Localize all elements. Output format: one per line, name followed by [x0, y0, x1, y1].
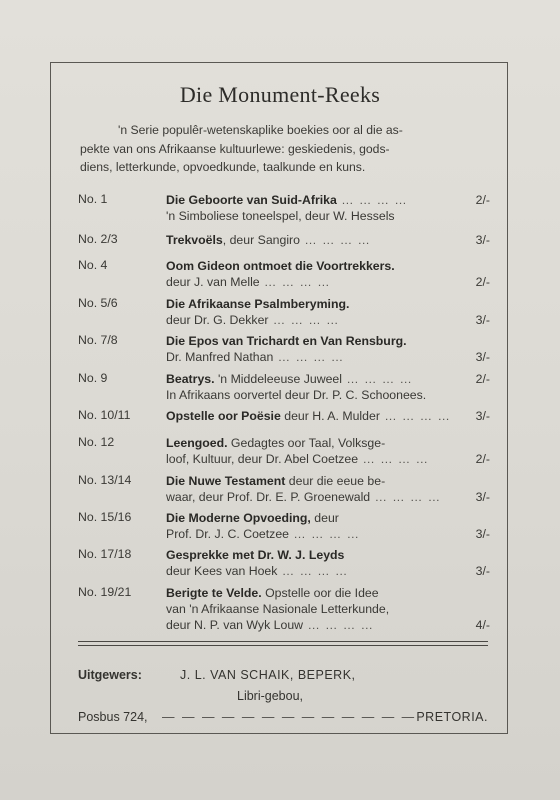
- publisher-name: J. L. VAN SCHAIK, BEPERK,: [180, 668, 356, 682]
- book-author-text: deur H. A. Mulder: [280, 409, 380, 423]
- book-author-text: waar, deur Prof. Dr. E. P. Groenewald: [166, 490, 371, 504]
- book-number: No. 1: [78, 192, 108, 206]
- book-number: No. 4: [78, 258, 108, 272]
- book-title: Trekvoëls: [166, 233, 223, 247]
- book-price: 2/-: [475, 275, 490, 289]
- book-author-text: deur die eeue be-: [285, 474, 386, 488]
- dot-leader: … … … …: [379, 409, 451, 423]
- book-author-text: In Afrikaans oorvertel deur Dr. P. C. Schoonees.: [166, 388, 427, 402]
- book-author-text: deur N. P. van Wyk Louw: [166, 618, 304, 632]
- book-description: [166, 333, 490, 365]
- book-price: 3/-: [475, 409, 490, 423]
- book-author-text: deur J. van Melle: [166, 275, 260, 289]
- dot-leader: … … … …: [300, 233, 371, 247]
- dot-leader: … … … …: [342, 372, 413, 386]
- dot-leader: … … … …: [259, 275, 331, 289]
- dot-leader: … … … …: [336, 193, 408, 207]
- book-price: 2/-: [475, 372, 490, 386]
- publisher-po-box: Posbus 724,: [78, 710, 148, 724]
- book-line: [166, 563, 490, 579]
- book-line: [166, 585, 482, 601]
- page-title: Die Monument-Reeks: [179, 82, 381, 107]
- book-title: Berigte te Velde.: [166, 586, 262, 600]
- book-number: No. 10/11: [78, 408, 131, 422]
- book-author-text: Prof. Dr. J. C. Coetzee: [166, 527, 290, 541]
- book-number: No. 5/6: [78, 296, 118, 310]
- book-line: [166, 451, 490, 467]
- book-author-text: , deur Sangiro: [222, 233, 300, 247]
- book-line: [166, 617, 490, 633]
- dot-leader: … … … …: [273, 350, 345, 364]
- book-author-text: Gedagtes oor Taal, Volksge-: [227, 436, 386, 450]
- book-number: No. 9: [78, 371, 108, 385]
- book-number: No. 17/18: [78, 547, 132, 561]
- dot-leader: … … … …: [277, 564, 349, 578]
- book-price: 3/-: [475, 564, 490, 578]
- dot-leader: … … … …: [289, 527, 360, 541]
- book-description: [166, 296, 490, 328]
- book-author-text: loof, Kultuur, deur Dr. Abel Coetzee: [166, 452, 359, 466]
- book-number: No. 2/3: [78, 232, 118, 246]
- book-line: [166, 473, 482, 489]
- book-line: [166, 296, 482, 312]
- book-title: Opstelle oor Poësie: [166, 409, 281, 423]
- book-line: [166, 547, 482, 563]
- dot-leader: … … … …: [358, 452, 429, 466]
- book-line: [166, 408, 490, 424]
- book-description: [166, 585, 490, 633]
- description-line: diens, letterkunde, opvoedkunde, taalkunde en kuns.: [80, 160, 366, 174]
- book-line: [166, 258, 482, 274]
- book-number: No. 15/16: [78, 510, 132, 524]
- book-line: [166, 387, 482, 403]
- book-author-text: Opstelle oor die Idee: [261, 586, 379, 600]
- book-line: [166, 510, 482, 526]
- book-author-text: deur Kees van Hoek: [166, 564, 278, 578]
- book-line: [166, 601, 482, 617]
- publisher-building: Libri-gebou,: [237, 689, 304, 703]
- book-price: 3/-: [475, 313, 490, 327]
- book-description: [166, 371, 490, 403]
- book-line: [166, 312, 490, 328]
- book-line: [166, 371, 490, 387]
- dot-leader: … … … …: [370, 490, 442, 504]
- book-title: Die Nuwe Testament: [166, 474, 286, 488]
- publisher-dash-leader: — — — — — — — — — — — — —: [162, 710, 417, 724]
- book-line: [166, 349, 490, 365]
- book-number: No. 7/8: [78, 333, 118, 347]
- book-description: [166, 435, 490, 467]
- book-title: Die Moderne Opvoeding,: [166, 511, 311, 525]
- book-number: No. 12: [78, 435, 115, 449]
- book-line: [166, 232, 490, 248]
- book-description: [166, 408, 490, 424]
- series-description: [80, 121, 480, 177]
- book-title: Gesprekke met Dr. W. J. Leyds: [166, 548, 345, 562]
- book-author-text: 'n Simboliese toneelspel, deur W. Hessels: [166, 209, 395, 223]
- divider-rule: [78, 645, 488, 646]
- book-line: [166, 333, 482, 349]
- book-author-text: 'n Middeleeuse Juweel: [214, 372, 342, 386]
- book-price: 3/-: [475, 350, 490, 364]
- book-price: 3/-: [475, 490, 490, 504]
- book-title: Leengoed.: [166, 436, 228, 450]
- book-author-text: Dr. Manfred Nathan: [166, 350, 274, 364]
- book-number: No. 19/21: [78, 585, 132, 599]
- book-title: Die Epos van Trichardt en Van Rensburg.: [166, 334, 407, 348]
- book-price: 4/-: [475, 618, 490, 632]
- dot-leader: … … … …: [268, 313, 340, 327]
- book-title: Die Geboorte van Suid-Afrika: [166, 193, 337, 207]
- book-description: [166, 232, 490, 248]
- publisher-label: Uitgewers:: [78, 668, 142, 682]
- book-line: [166, 489, 490, 505]
- book-title: Die Afrikaanse Psalmberyming.: [166, 297, 350, 311]
- book-description: [166, 192, 490, 224]
- book-title: Beatrys.: [166, 372, 215, 386]
- book-line: [166, 526, 490, 542]
- book-description: [166, 258, 490, 290]
- book-description: [166, 510, 490, 542]
- book-author-text: deur: [310, 511, 339, 525]
- book-description: [166, 473, 490, 505]
- book-line: [166, 208, 482, 224]
- book-price: 3/-: [475, 233, 490, 247]
- book-line: [166, 192, 490, 208]
- book-price: 3/-: [475, 527, 490, 541]
- book-line: [166, 435, 482, 451]
- book-number: No. 13/14: [78, 473, 132, 487]
- book-price: 2/-: [475, 452, 490, 466]
- book-line: [166, 274, 490, 290]
- publisher-city: PRETORIA.: [416, 710, 488, 724]
- description-line: 'n Serie populêr-wetenskaplike boekies oor al die as-: [118, 123, 403, 137]
- divider-rule: [78, 641, 488, 642]
- description-line: pekte van ons Afrikaanse kultuurlewe: geskiedenis, gods-: [80, 141, 390, 156]
- book-author-text: deur Dr. G. Dekker: [166, 313, 269, 327]
- book-description: [166, 547, 490, 579]
- dot-leader: … … … …: [303, 618, 374, 632]
- book-author-text: van 'n Afrikaanse Nasionale Letterkunde,: [166, 602, 390, 616]
- book-price: 2/-: [475, 193, 490, 207]
- book-title: Oom Gideon ontmoet die Voortrekkers.: [166, 259, 395, 273]
